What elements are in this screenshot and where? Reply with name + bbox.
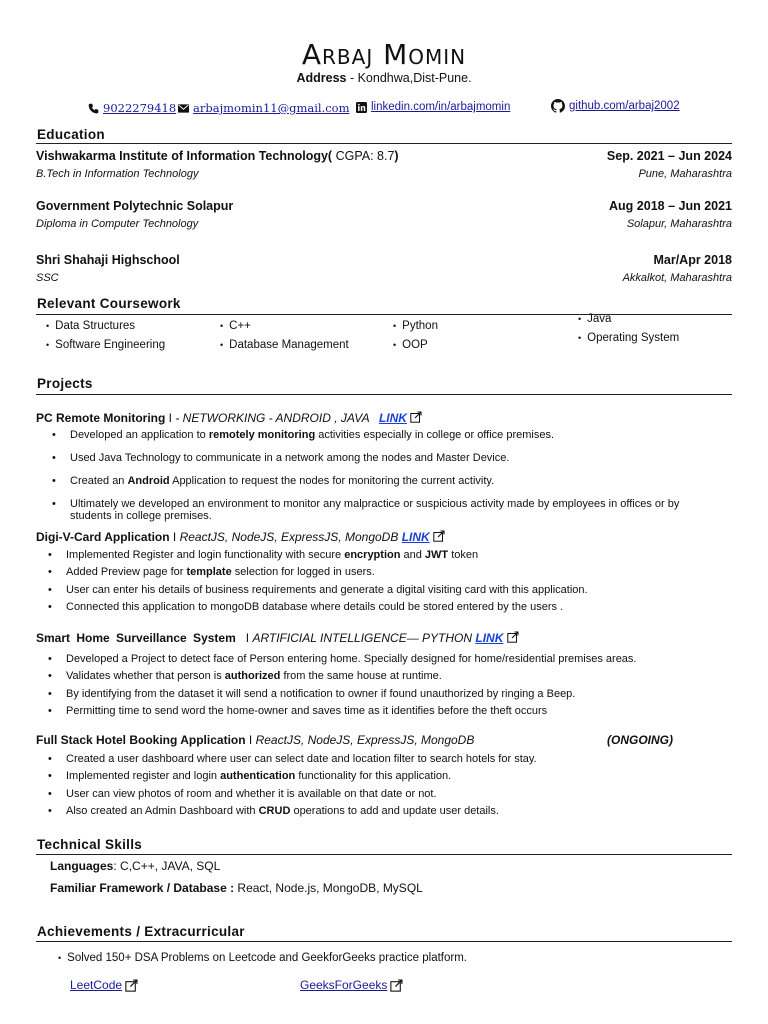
external-link-icon[interactable] bbox=[390, 979, 403, 992]
ongoing-badge: (ONGOING) bbox=[607, 733, 673, 747]
list-item: • Developed an application to remotely monitoring activities especially in college or office premises. bbox=[52, 429, 702, 441]
achievement-item: • Solved 150+ DSA Problems on Leetcode and GeekforGeeks practice platform. bbox=[58, 952, 468, 964]
course-item: • C++ bbox=[220, 320, 251, 332]
education-row-2 bbox=[36, 199, 732, 213]
school-name: Government Polytechnic Solapur bbox=[36, 199, 234, 213]
list-item: • By identifying from the dataset it will send a notification to owner if found unauthorized by ringing a Beep. bbox=[48, 688, 728, 700]
course-item: • Software Engineering bbox=[46, 339, 166, 351]
external-link-icon[interactable] bbox=[433, 530, 445, 542]
phone-icon bbox=[88, 103, 99, 114]
course-item: • OOP bbox=[393, 339, 428, 351]
list-item: • Created a user dashboard where user can select date and location filter to search hotels for stay. bbox=[48, 753, 698, 765]
list-item: • Connected this application to mongoDB database where details could be stored entered by the users . bbox=[48, 601, 698, 613]
list-item: • Developed a Project to detect face of Person entering home. Specially designed for home/residential premises areas. bbox=[48, 653, 728, 665]
email-link[interactable]: arbajmomin11@gmail.com bbox=[193, 101, 350, 115]
project-title: Digi-V-Card Application I ReactJS, NodeJS, ExpressJS, MongoDB LINK bbox=[36, 530, 445, 544]
project-link[interactable]: LINK bbox=[401, 530, 430, 544]
education-row-3 bbox=[36, 253, 732, 267]
contact-bar bbox=[0, 101, 768, 119]
list-item: • Permitting time to send word the home-owner and saves time as it identifies before the theft occurs bbox=[48, 705, 728, 717]
list-item: • User can view photos of room and whether it is available on that date or not. bbox=[48, 788, 698, 800]
project-bullets bbox=[52, 429, 702, 529]
education-sub-1: B.Tech in Information Technology Pune, Maharashtra bbox=[36, 168, 732, 180]
projects-heading: Projects bbox=[37, 376, 93, 391]
achievements-heading: Achievements / Extracurricular bbox=[37, 924, 245, 939]
project-title: Smart Home Surveillance System I ARTIFICIAL INTELLIGENCE— PYTHON LINK bbox=[36, 631, 519, 645]
leetcode-link[interactable]: LeetCode bbox=[70, 978, 138, 992]
project-bullets bbox=[48, 653, 728, 722]
list-item: • Implemented Register and login functionality with secure encryption and JWT token bbox=[48, 549, 698, 561]
course-item: • Operating System bbox=[578, 332, 680, 344]
project-bullets bbox=[48, 753, 698, 822]
projects-divider bbox=[36, 394, 732, 395]
candidate-name: Arbaj Momin bbox=[301, 38, 467, 71]
school-name: Vishwakarma Institute of Information Technology( CGPA: 8.7) bbox=[36, 149, 399, 163]
course-item: • Data Structures bbox=[46, 320, 136, 332]
project-link[interactable]: LINK bbox=[378, 411, 407, 425]
linkedin-icon bbox=[356, 102, 367, 113]
course-item: • Python bbox=[393, 320, 438, 332]
phone-link[interactable]: 9022279418 bbox=[103, 101, 177, 115]
linkedin-contact[interactable] bbox=[356, 101, 510, 113]
list-item: • Created an Android Application to request the nodes for monitoring the current activity. bbox=[52, 475, 702, 487]
education-sub-3: SSC Akkalkot, Maharashtra bbox=[36, 272, 732, 284]
geeksforgeeks-link[interactable]: GeeksForGeeks bbox=[300, 978, 403, 992]
linkedin-link[interactable]: linkedin.com/in/arbajmomin bbox=[371, 101, 511, 113]
list-item: • Ultimately we developed an environment to monitor any malpractice or suspicious activity made by employees in offices or by students in college premises. bbox=[52, 498, 702, 522]
github-link[interactable]: github.com/arbaj2002 bbox=[569, 100, 680, 112]
github-icon bbox=[551, 99, 565, 113]
list-item: • Validates whether that person is authorized from the same house at runtime. bbox=[48, 670, 728, 682]
coursework-heading: Relevant Coursework bbox=[37, 296, 181, 311]
external-link-icon[interactable] bbox=[125, 979, 138, 992]
course-item: • Java bbox=[578, 313, 612, 325]
achievements-divider bbox=[36, 941, 732, 942]
skills-divider bbox=[36, 854, 732, 855]
skills-heading: Technical Skills bbox=[37, 837, 143, 852]
languages-line: Languages: C,C++, JAVA, SQL bbox=[50, 859, 221, 873]
education-row-1 bbox=[36, 149, 732, 163]
education-dates: Aug 2018 – Jun 2021 bbox=[609, 199, 732, 213]
list-item: • Also created an Admin Dashboard with CRUD operations to add and update user details. bbox=[48, 805, 698, 817]
list-item: • Used Java Technology to communicate in a network among the nodes and Master Device. bbox=[52, 452, 702, 464]
address-line: Address - Kondhwa,Dist-Pune. bbox=[296, 71, 472, 85]
github-contact[interactable] bbox=[551, 99, 680, 113]
list-item: • User can enter his details of business requirements and generate a digital visiting card with this application. bbox=[48, 584, 698, 596]
phone-contact[interactable] bbox=[88, 101, 176, 115]
education-heading: Education bbox=[37, 127, 105, 142]
list-item: • Implemented register and login authentication functionality for this application. bbox=[48, 770, 698, 782]
project-title: PC Remote Monitoring I - NETWORKING - ANDROID , JAVA LINK bbox=[36, 411, 422, 425]
list-item: • Added Preview page for template selection for logged in users. bbox=[48, 566, 698, 578]
project-title: Full Stack Hotel Booking Application I ReactJS, NodeJS, ExpressJS, MongoDB bbox=[36, 733, 475, 747]
education-divider bbox=[36, 143, 732, 144]
education-sub-2: Diploma in Computer Technology Solapur, Maharashtra bbox=[36, 218, 732, 230]
project-link[interactable]: LINK bbox=[475, 631, 504, 645]
coursework-divider bbox=[36, 314, 732, 315]
external-link-icon[interactable] bbox=[410, 411, 422, 423]
education-dates: Mar/Apr 2018 bbox=[653, 253, 732, 267]
envelope-icon bbox=[178, 103, 189, 114]
email-contact[interactable] bbox=[178, 101, 350, 115]
course-item: • Database Management bbox=[220, 339, 349, 351]
external-link-icon[interactable] bbox=[507, 631, 519, 643]
framework-line: Familiar Framework / Database : React, Node.js, MongoDB, MySQL bbox=[50, 881, 423, 895]
education-dates: Sep. 2021 – Jun 2024 bbox=[606, 149, 732, 163]
school-name: Shri Shahaji Highschool bbox=[36, 253, 180, 267]
project-bullets bbox=[48, 549, 698, 618]
